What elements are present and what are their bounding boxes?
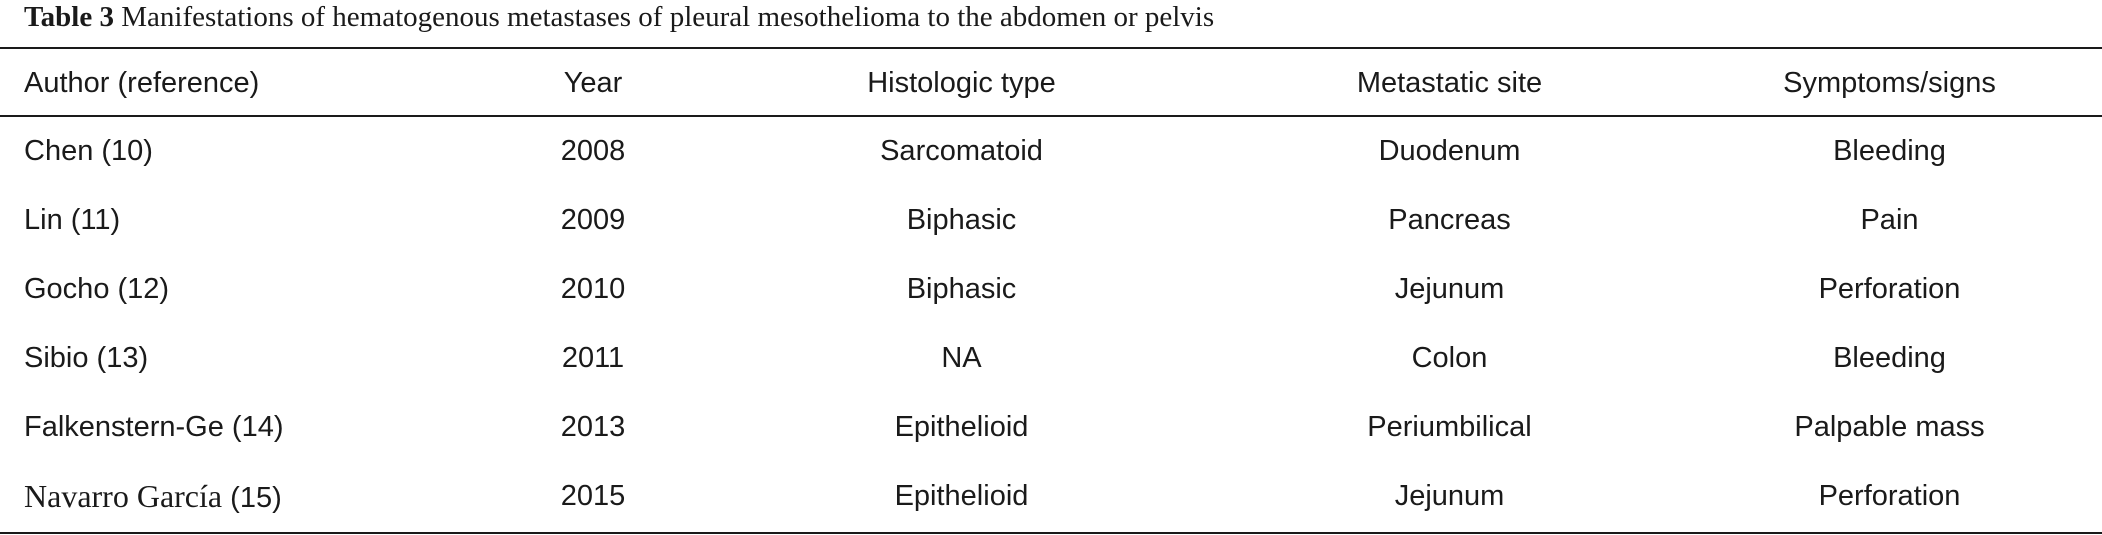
table-caption-text: Manifestations of hematogenous metastases of pleural mesothelioma to the abdomen or pelvis xyxy=(121,1,1215,33)
cell-metastatic-site: Jejunum xyxy=(1394,273,1505,305)
table-row xyxy=(0,324,2102,393)
cell-metastatic-site: Colon xyxy=(1411,342,1488,374)
cell-year: 2010 xyxy=(560,273,626,305)
table-caption xyxy=(24,0,1214,40)
cell-histologic-type: Biphasic xyxy=(906,273,1017,305)
cell-metastatic-site: Jejunum xyxy=(1394,480,1505,512)
table-row xyxy=(0,186,2102,255)
cell-metastatic-site: Periumbilical xyxy=(1367,411,1532,443)
cell-author xyxy=(0,462,485,531)
cell-histologic-type: Biphasic xyxy=(906,204,1017,236)
cell-metastatic-site: Pancreas xyxy=(1388,204,1511,236)
cell-year: 2011 xyxy=(561,342,625,374)
header-year: Year xyxy=(563,66,623,99)
cell-histologic-type: Epithelioid xyxy=(894,411,1029,443)
header-symptoms-signs: Symptoms/signs xyxy=(1783,66,1996,99)
header-metastatic-site: Metastatic site xyxy=(1356,66,1543,99)
table-bottom-rule xyxy=(0,532,2102,534)
cell-author-ref: (15) xyxy=(230,482,282,514)
cell-author: Sibio (13) xyxy=(24,342,149,374)
cell-author-name: Navarro García xyxy=(24,478,223,514)
cell-author: Chen (10) xyxy=(24,135,153,167)
cell-symptoms: Perforation xyxy=(1818,480,1961,512)
header-author: Author (reference) xyxy=(24,66,260,99)
cell-metastatic-site: Duodenum xyxy=(1378,135,1521,167)
cell-symptoms: Perforation xyxy=(1818,273,1961,305)
data-table xyxy=(0,49,2102,531)
table-row xyxy=(0,462,2102,531)
cell-histologic-type: NA xyxy=(941,342,982,374)
cell-symptoms: Palpable mass xyxy=(1794,411,1985,443)
cell-symptoms: Pain xyxy=(1860,204,1919,236)
table-row xyxy=(0,393,2102,462)
cell-symptoms: Bleeding xyxy=(1833,342,1946,374)
cell-year: 2009 xyxy=(560,204,626,236)
cell-histologic-type: Sarcomatoid xyxy=(880,135,1043,167)
table-row xyxy=(0,255,2102,324)
table-header-row xyxy=(0,49,2102,117)
table-caption-label: Table 3 xyxy=(24,1,114,33)
cell-histologic-type: Epithelioid xyxy=(894,480,1029,512)
cell-symptoms: Bleeding xyxy=(1833,135,1946,167)
cell-year: 2015 xyxy=(560,480,626,512)
cell-author: Falkenstern-Ge (14) xyxy=(24,411,284,443)
cell-year: 2013 xyxy=(560,411,626,443)
cell-author: Lin (11) xyxy=(24,204,121,236)
header-histologic-type: Histologic type xyxy=(867,66,1056,99)
cell-year: 2008 xyxy=(560,135,626,167)
cell-author: Gocho (12) xyxy=(24,273,170,305)
table-row xyxy=(0,117,2102,186)
